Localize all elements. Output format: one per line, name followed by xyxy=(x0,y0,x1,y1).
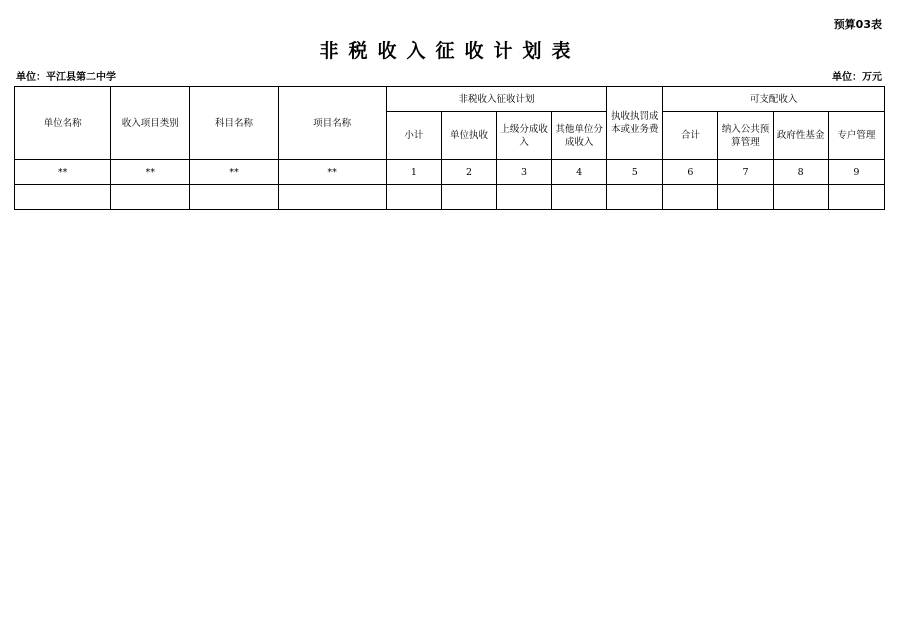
code-cell: ** xyxy=(190,160,278,185)
header-group-disposable: 可支配收入 xyxy=(663,87,885,112)
header-group-plan: 非税收入征收计划 xyxy=(386,87,606,112)
header-row-1 xyxy=(15,87,885,112)
table-cell xyxy=(552,185,607,210)
table-cell xyxy=(718,185,773,210)
header-subject-name: 科目名称 xyxy=(190,87,278,160)
table-cell xyxy=(15,185,111,210)
table-cell xyxy=(497,185,552,210)
code-cell: 3 xyxy=(497,160,552,185)
code-cell: 6 xyxy=(663,160,718,185)
code-cell: ** xyxy=(111,160,190,185)
header-total: 合计 xyxy=(663,112,718,160)
page-title: 非税收入征收计划表 xyxy=(319,40,581,62)
column-code-row xyxy=(15,160,885,185)
table-row xyxy=(15,185,885,210)
form-code: 预算03表 xyxy=(833,18,882,31)
code-cell: 1 xyxy=(386,160,441,185)
table-cell xyxy=(190,185,278,210)
code-cell: ** xyxy=(278,160,386,185)
header-project-name: 项目名称 xyxy=(278,87,386,160)
table-cell xyxy=(278,185,386,210)
code-cell: 7 xyxy=(718,160,773,185)
table-cell xyxy=(386,185,441,210)
table-cell xyxy=(828,185,884,210)
code-cell: 8 xyxy=(773,160,828,185)
header-public-budget: 纳入公共预算管理 xyxy=(718,112,773,160)
code-cell: ** xyxy=(15,160,111,185)
currency-unit-label: 单位：万元 xyxy=(832,72,882,83)
code-cell: 9 xyxy=(828,160,884,185)
header-subtotal: 小计 xyxy=(386,112,441,160)
code-cell: 2 xyxy=(441,160,496,185)
table-cell xyxy=(111,185,190,210)
header-special: 专户管理 xyxy=(828,112,884,160)
unit-name-label: 单位：平江县第二中学 xyxy=(16,72,116,83)
header-income-type: 收入项目类别 xyxy=(111,87,190,160)
header-gov-fund: 政府性基金 xyxy=(773,112,828,160)
table-cell xyxy=(663,185,718,210)
header-cost: 执收执罚成本或业务费 xyxy=(607,87,663,160)
header-other-share: 其他单位分成收入 xyxy=(552,112,607,160)
header-unit-collect: 单位执收 xyxy=(441,112,496,160)
income-plan-table xyxy=(14,86,885,210)
header-unit-name: 单位名称 xyxy=(15,87,111,160)
header-upper-share: 上级分成收入 xyxy=(497,112,552,160)
code-cell: 4 xyxy=(552,160,607,185)
table-cell xyxy=(607,185,663,210)
code-cell: 5 xyxy=(607,160,663,185)
table-cell xyxy=(773,185,828,210)
table-cell xyxy=(441,185,496,210)
